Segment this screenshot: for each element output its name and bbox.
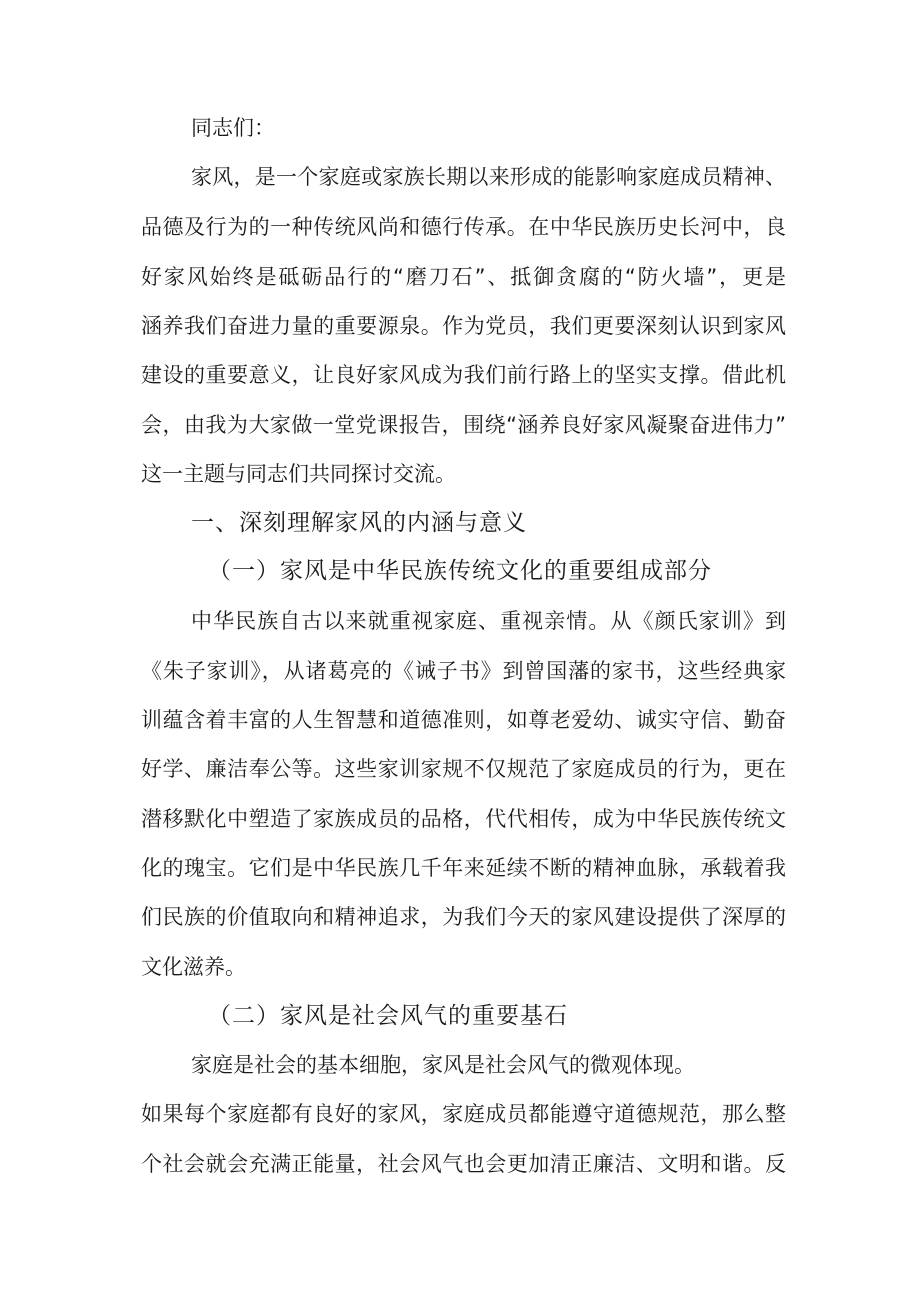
salutation: 同志们： <box>191 116 275 140</box>
sub1-line-3: 训蕴含着丰富的人生智慧和道德准则，如尊老爱幼、诚实守信、勤奋 <box>141 708 786 732</box>
sub1-line-4: 好学、廉洁奉公等。这些家训家规不仅规范了家庭成员的行为，更在 <box>141 757 786 781</box>
intro-line-4: 涵养我们奋进力量的重要源泉。作为党员，我们更要深刻认识到家风 <box>141 314 786 338</box>
intro-line-5: 建设的重要意义，让良好家风成为我们前行路上的坚实支撑。借此机 <box>141 363 786 387</box>
subsection-heading-2: （二）家风是社会风气的重要基石 <box>208 1003 568 1029</box>
intro-line-6: 会，由我为大家做一堂党课报告，围绕“涵养良好家风凝聚奋进伟力” <box>141 413 786 437</box>
sub1-line-2: 《朱子家训》，从诸葛亮的《诫子书》到曾国藩的家书，这些经典家 <box>141 659 786 683</box>
intro-line-3: 好家风始终是砥砺品行的“磨刀石”、抵御贪腐的“防火墙”，更是 <box>141 265 786 289</box>
sub1-line-5: 潜移默化中塑造了家族成员的品格，代代相传，成为中华民族传统文 <box>141 807 786 831</box>
sub1-line-8: 文化滋养。 <box>141 955 246 979</box>
sub1-line-7: 们民族的价值取向和精神追求，为我们今天的家风建设提供了深厚的 <box>141 905 786 929</box>
sub2-line-3: 个社会就会充满正能量，社会风气也会更加清正廉洁、文明和谐。反 <box>141 1152 786 1176</box>
section-heading-1: 一、深刻理解家风的内涵与意义 <box>191 510 527 536</box>
sub2-line-2: 如果每个家庭都有良好的家风，家庭成员都能遵守道德规范，那么整 <box>141 1102 786 1126</box>
intro-line-7: 这一主题与同志们共同探讨交流。 <box>141 462 456 486</box>
sub1-line-1: 中华民族自古以来就重视家庭、重视亲情。从《颜氏家训》到 <box>191 609 786 633</box>
sub2-line-1: 家庭是社会的基本细胞，家风是社会风气的微观体现。 <box>191 1053 695 1077</box>
intro-line-2: 品德及行为的一种传统风尚和德行传承。在中华民族历史长河中，良 <box>141 215 786 239</box>
subsection-heading-1: （一）家风是中华民族传统文化的重要组成部分 <box>208 558 712 584</box>
intro-line-1: 家风，是一个家庭或家族长期以来形成的能影响家庭成员精神、 <box>191 165 786 189</box>
sub1-line-6: 化的瑰宝。它们是中华民族几千年来延续不断的精神血脉，承载着我 <box>141 856 786 880</box>
